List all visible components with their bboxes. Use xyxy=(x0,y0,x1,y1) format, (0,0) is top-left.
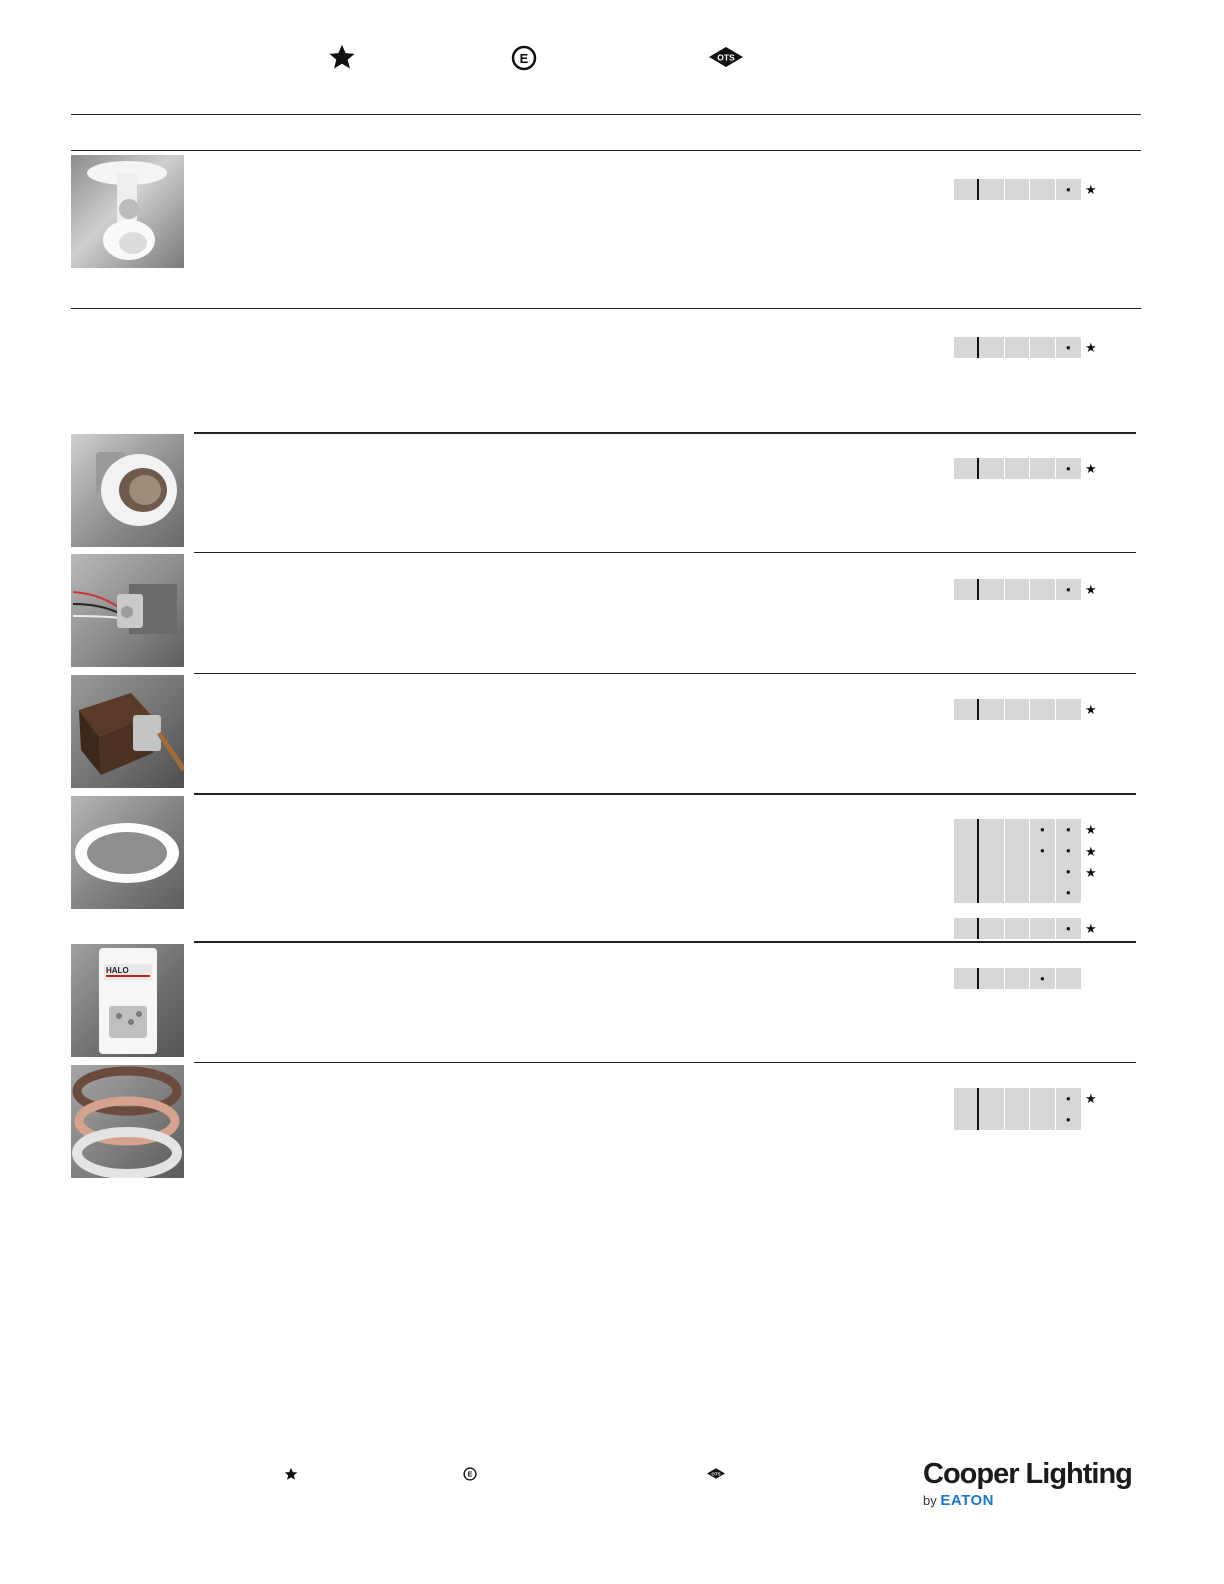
item-rule xyxy=(194,1062,1136,1063)
availability-cell xyxy=(1005,1109,1030,1130)
svg-text:HALO: HALO xyxy=(106,966,129,975)
svg-text:E: E xyxy=(467,1471,473,1479)
availability-row xyxy=(954,819,1081,840)
availability-cell: • xyxy=(1030,840,1055,861)
availability-cell xyxy=(1030,699,1055,720)
availability-cell: • xyxy=(1030,968,1055,989)
star-icon: ★ xyxy=(1085,865,1097,880)
star-legend-icon xyxy=(328,43,356,71)
availability-cell: • xyxy=(1056,579,1081,600)
availability-grid xyxy=(954,458,1081,479)
product-photo-adjustable-fixture xyxy=(71,155,184,268)
availability-cell xyxy=(1030,579,1055,600)
star-icon: ★ xyxy=(1085,921,1097,936)
availability-cell: • xyxy=(1056,882,1081,903)
e-circle-legend-icon xyxy=(463,1467,477,1481)
availability-cell xyxy=(1005,968,1030,989)
availability-cell xyxy=(954,882,979,903)
availability-row xyxy=(954,179,1081,200)
availability-cell xyxy=(1030,1109,1055,1130)
availability-cell: • xyxy=(1056,179,1081,200)
star-icon: ★ xyxy=(1085,582,1097,597)
availability-row xyxy=(954,699,1081,720)
availability-cell xyxy=(979,968,1004,989)
availability-cell xyxy=(1005,882,1030,903)
availability-cell xyxy=(979,918,1004,939)
availability-cell xyxy=(954,579,979,600)
star-icon: ★ xyxy=(1085,182,1097,197)
star-icon: ★ xyxy=(1085,844,1097,859)
availability-cell xyxy=(1005,337,1030,358)
availability-cell xyxy=(1005,840,1030,861)
star-icon: ★ xyxy=(1085,340,1097,355)
availability-cell: • xyxy=(1056,458,1081,479)
availability-grid xyxy=(954,337,1081,358)
availability-grid xyxy=(954,699,1081,720)
availability-cell: • xyxy=(1056,918,1081,939)
availability-row xyxy=(954,579,1081,600)
availability-cell xyxy=(1030,179,1055,200)
availability-cell xyxy=(979,579,1004,600)
availability-row xyxy=(954,861,1081,882)
logo-byline xyxy=(923,1492,1132,1509)
availability-cell: • xyxy=(1056,819,1081,840)
availability-cell xyxy=(1030,918,1055,939)
svg-text:E: E xyxy=(519,51,529,66)
availability-cell xyxy=(954,179,979,200)
product-photo-electronic-transformer xyxy=(71,675,184,788)
logo-by-text: by xyxy=(923,1493,937,1508)
availability-row xyxy=(954,1088,1081,1109)
svg-text:OTS: OTS xyxy=(711,1471,721,1477)
availability-cell xyxy=(1005,819,1030,840)
availability-cell xyxy=(954,918,979,939)
availability-cell xyxy=(979,179,1004,200)
availability-cell xyxy=(1030,1088,1055,1109)
availability-cell: • xyxy=(1030,819,1055,840)
item-rule xyxy=(194,793,1136,795)
availability-row xyxy=(954,840,1081,861)
availability-row xyxy=(954,968,1081,989)
ots-legend-icon xyxy=(707,1468,725,1479)
star-icon: ★ xyxy=(1085,1091,1097,1106)
availability-cell xyxy=(954,458,979,479)
availability-cell xyxy=(954,337,979,358)
availability-cell xyxy=(979,840,1004,861)
availability-cell xyxy=(979,458,1004,479)
product-photo-socket-adapter xyxy=(71,434,184,547)
availability-cell xyxy=(954,861,979,882)
availability-cell xyxy=(1056,699,1081,720)
item-rule xyxy=(194,432,1136,434)
star-icon: ★ xyxy=(1085,822,1097,837)
logo-wordmark: Cooper Lighting xyxy=(923,1458,1132,1490)
availability-grid xyxy=(954,918,1081,939)
availability-row xyxy=(954,337,1081,358)
availability-grid xyxy=(954,819,1081,903)
availability-cell xyxy=(979,337,1004,358)
section-rule xyxy=(71,150,1141,151)
availability-cell xyxy=(1005,699,1030,720)
availability-cell xyxy=(979,699,1004,720)
availability-cell: • xyxy=(1056,337,1081,358)
availability-row xyxy=(954,458,1081,479)
cooper-lighting-logo xyxy=(923,1458,1132,1509)
item-rule xyxy=(194,673,1136,674)
svg-text:OTS: OTS xyxy=(717,52,735,63)
eaton-wordmark: EATON xyxy=(940,1492,994,1509)
availability-cell xyxy=(954,840,979,861)
availability-row xyxy=(954,918,1081,939)
availability-cell xyxy=(1005,918,1030,939)
availability-cell xyxy=(1005,179,1030,200)
ots-legend-icon xyxy=(709,47,743,67)
availability-cell xyxy=(954,1088,979,1109)
product-photo-halo-package xyxy=(71,944,184,1057)
star-icon: ★ xyxy=(1085,461,1097,476)
e-circle-legend-icon xyxy=(511,45,537,71)
availability-row xyxy=(954,882,1081,903)
availability-cell: • xyxy=(1056,840,1081,861)
availability-cell xyxy=(1056,968,1081,989)
availability-cell xyxy=(979,1088,1004,1109)
availability-cell: • xyxy=(1056,1109,1081,1130)
availability-row xyxy=(954,1109,1081,1130)
availability-cell xyxy=(1030,882,1055,903)
availability-cell xyxy=(954,699,979,720)
availability-cell xyxy=(1005,861,1030,882)
availability-grid xyxy=(954,179,1081,200)
availability-cell xyxy=(954,819,979,840)
availability-cell xyxy=(1030,861,1055,882)
availability-cell xyxy=(979,861,1004,882)
availability-cell xyxy=(1005,1088,1030,1109)
item-rule xyxy=(194,552,1136,553)
star-legend-icon xyxy=(284,1467,298,1481)
availability-cell xyxy=(979,819,1004,840)
header-rule xyxy=(71,114,1141,115)
product-photo-finish-rings xyxy=(71,1065,184,1178)
availability-cell xyxy=(1005,458,1030,479)
availability-cell xyxy=(979,1109,1004,1130)
item-rule xyxy=(194,941,1136,943)
availability-grid xyxy=(954,579,1081,600)
availability-grid xyxy=(954,1088,1081,1130)
availability-grid xyxy=(954,968,1081,989)
availability-cell xyxy=(1005,579,1030,600)
availability-cell xyxy=(1030,337,1055,358)
availability-cell: • xyxy=(1056,861,1081,882)
availability-cell: • xyxy=(1056,1088,1081,1109)
star-icon: ★ xyxy=(1085,702,1097,717)
availability-cell xyxy=(1030,458,1055,479)
availability-cell xyxy=(954,968,979,989)
product-photo-trim-ring xyxy=(71,796,184,909)
availability-cell xyxy=(954,1109,979,1130)
availability-cell xyxy=(979,882,1004,903)
product-photo-transformer xyxy=(71,554,184,667)
section-rule xyxy=(71,308,1141,309)
